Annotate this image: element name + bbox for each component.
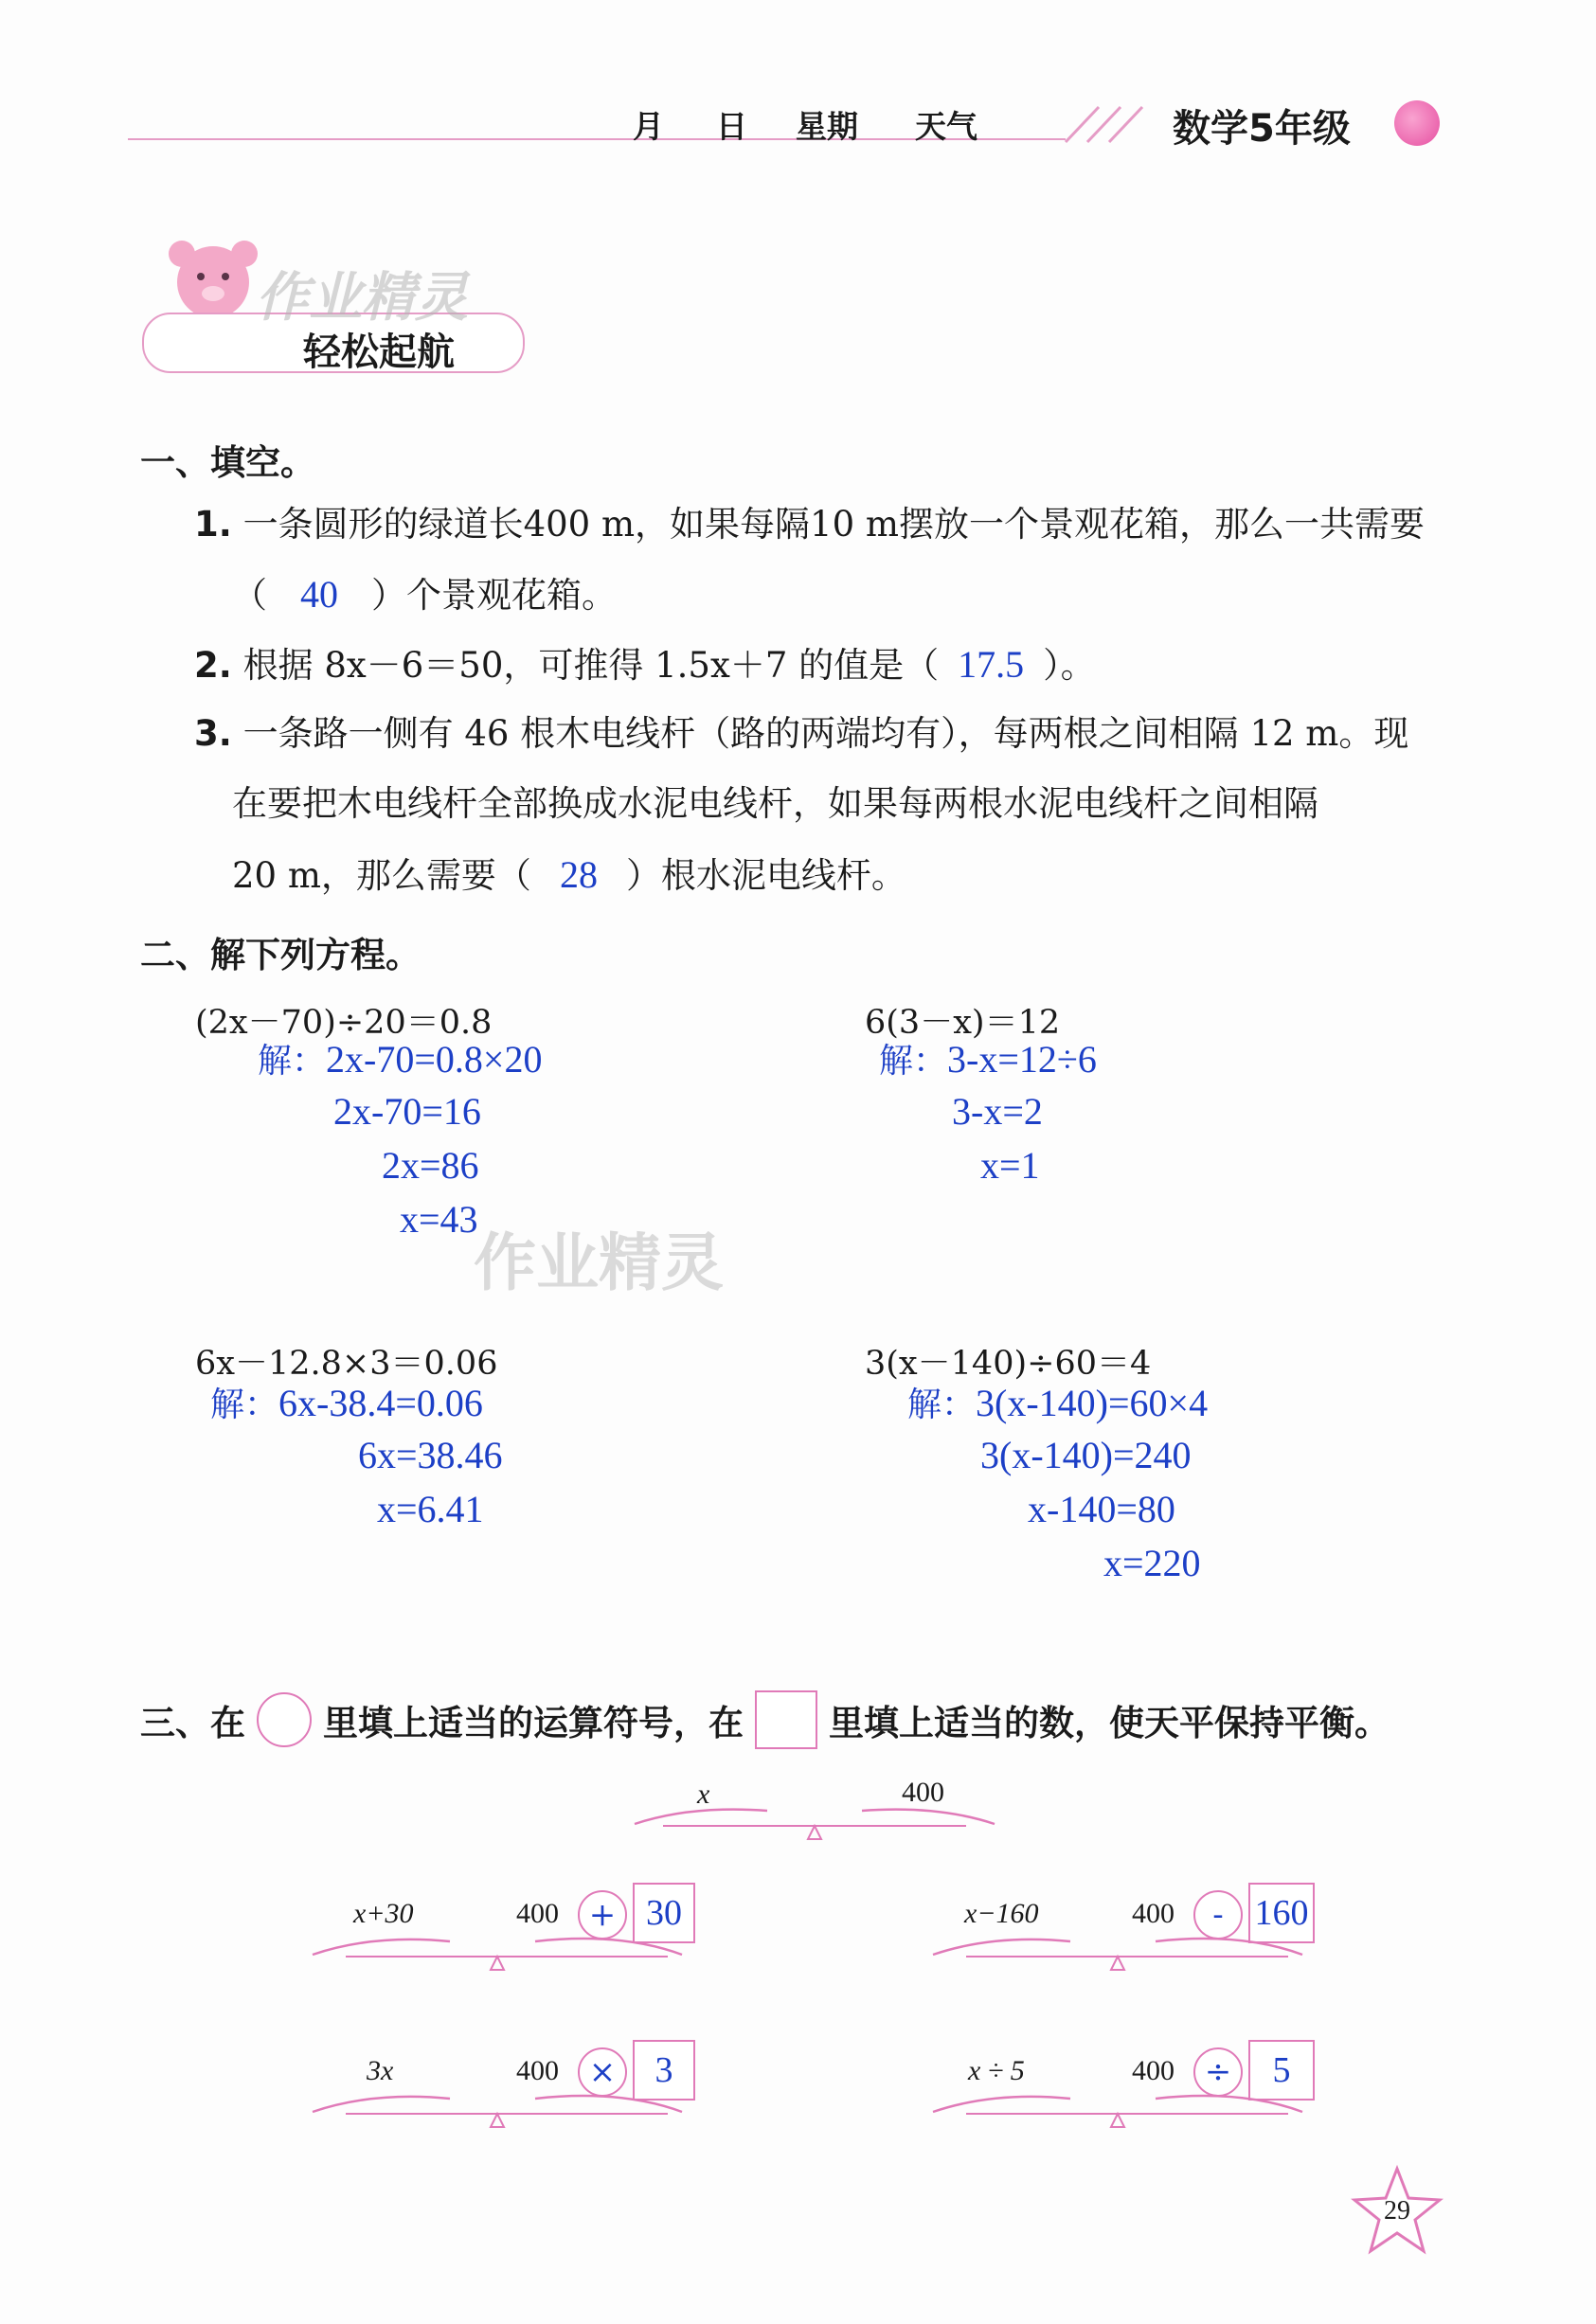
eq1-solution [258, 1034, 542, 1082]
header-dot-icon [1394, 100, 1440, 146]
header-day-label: 日 [716, 108, 747, 145]
page-number: 29 [1384, 2196, 1410, 2226]
eq2-step-3: x=1 [980, 1144, 1040, 1187]
balance-4-scale-icon [928, 2087, 1326, 2136]
q3-line3-post: ）根水泥电线杆。 [625, 855, 906, 896]
balance-2-number: 160 [1248, 1883, 1315, 1943]
equation-3: 6x－12.8×3＝0.06 [195, 1345, 498, 1383]
section3-heading-a: 三、在 [140, 1703, 245, 1743]
balance-1-number: 30 [633, 1883, 695, 1943]
banner-title: 轻松起航 [303, 331, 455, 374]
section1-heading: 一、填空。 [140, 442, 315, 483]
eq4-step-1: 3(x-140)=60×4 [976, 1382, 1209, 1424]
eq2-step-2: 3-x=2 [952, 1090, 1043, 1133]
eq4-step-2: 3(x-140)=240 [980, 1434, 1192, 1476]
eq3-solution [210, 1378, 483, 1426]
balance-4 [928, 2032, 1326, 2136]
eq4-step-3: x-140=80 [1028, 1488, 1175, 1530]
eq4-jie-label: 解： [907, 1385, 977, 1423]
eq4-step-4: x=220 [1103, 1542, 1201, 1584]
balance-1-right: 400 [516, 1898, 559, 1929]
q1-open-paren: （ [232, 575, 267, 616]
balance-1-operator: + [578, 1890, 627, 1940]
question-3-number: 3. [194, 713, 232, 754]
q1-close-text: ）个景观花箱。 [371, 575, 617, 616]
question-1-answer-line [232, 573, 617, 616]
balance-1-left: x+30 [353, 1898, 414, 1929]
q1-answer: 40 [300, 573, 338, 616]
question-1 [194, 504, 1425, 545]
section3-heading [140, 1690, 1390, 1749]
balance-2-right: 400 [1132, 1898, 1175, 1929]
balance-4-right: 400 [1132, 2055, 1175, 2086]
banner-watermark: 作业精灵 [256, 267, 468, 329]
balance-2-scale-icon [928, 1930, 1326, 1979]
eq3-jie-label: 解： [210, 1385, 279, 1423]
question-3 [194, 713, 1409, 754]
eq3-step-3: x=6.41 [377, 1488, 484, 1530]
balance-4-operator: ÷ [1193, 2047, 1243, 2097]
balance-3 [308, 2032, 706, 2136]
header-weekday-label: 星期 [796, 108, 858, 145]
eq2-solution [879, 1034, 1097, 1082]
balance-4-number: 5 [1248, 2040, 1315, 2101]
header-month-label: 月 [633, 108, 664, 145]
question-1-number: 1. [194, 504, 232, 545]
page-number-badge [1350, 2164, 1444, 2259]
eq2-jie-label: 解： [879, 1042, 948, 1080]
eq3-step-2: 6x=38.46 [358, 1434, 503, 1476]
question-2-number: 2. [194, 645, 232, 686]
eq2-step-1: 3-x=12÷6 [947, 1038, 1097, 1081]
eq1-step-4: x=43 [400, 1198, 478, 1241]
balance-base-scale-icon [625, 1801, 1004, 1849]
question-3-line2: 在要把木电线杆全部换成水泥电线杆，如果每两根水泥电线杆之间相隔 [232, 783, 1318, 824]
header-slashes-icon [1061, 102, 1165, 145]
balance-3-right: 400 [516, 2055, 559, 2086]
balance-base-left: x [697, 1779, 710, 1810]
balance-base-right: 400 [902, 1777, 944, 1808]
balance-3-number: 3 [633, 2040, 695, 2101]
heading-circle-icon [257, 1692, 312, 1747]
balance-1 [308, 1875, 706, 1979]
question-3-line1: 一条路一侧有 46 根木电线杆（路的两端均有），每两根之间相隔 12 m。现 [242, 713, 1409, 754]
question-2 [194, 643, 1096, 686]
eq1-step-2: 2x-70=16 [333, 1090, 481, 1133]
balance-2-operator: - [1193, 1890, 1243, 1940]
section3-heading-b: 里填上适当的运算符号，在 [323, 1703, 744, 1743]
balance-2 [928, 1875, 1326, 1979]
section-banner [133, 227, 530, 379]
section2-watermark: 作业精灵 [474, 1226, 724, 1299]
balance-base [625, 1773, 1004, 1849]
equation-2: 6(3－x)＝12 [865, 1004, 1061, 1042]
equation-4: 3(x－140)÷60＝4 [865, 1345, 1152, 1383]
question-1-text: 一条圆形的绿道长400 m，如果每隔10 m摆放一个景观花箱，那么一共需要 [242, 504, 1425, 545]
page-header [0, 0, 1596, 161]
balance-1-scale-icon [308, 1930, 706, 1979]
question-3-line3 [232, 853, 906, 896]
eq1-step-3: 2x=86 [382, 1144, 479, 1187]
balance-2-left: x−160 [964, 1898, 1039, 1929]
equation-1: (2x－70)÷20＝0.8 [195, 1004, 493, 1042]
q3-line3-pre: 20 m，那么需要（ [232, 855, 531, 896]
q3-answer: 28 [559, 853, 598, 896]
eq1-jie-label: 解： [258, 1042, 327, 1080]
book-title: 数学5年级 [1173, 107, 1351, 151]
section3-heading-c: 里填上适当的数，使天平保持平衡。 [829, 1703, 1390, 1743]
heading-square-icon [755, 1690, 817, 1749]
q2-answer: 17.5 [958, 643, 1025, 686]
eq4-solution [907, 1378, 1208, 1426]
balance-3-left: 3x [367, 2055, 394, 2086]
section2-heading: 二、解下列方程。 [140, 935, 421, 975]
balance-3-operator: × [578, 2047, 627, 2097]
header-weather-label: 天气 [915, 108, 977, 145]
eq3-step-1: 6x-38.4=0.06 [278, 1382, 483, 1424]
eq1-step-1: 2x-70=0.8×20 [326, 1038, 543, 1081]
balance-4-left: x ÷ 5 [968, 2055, 1025, 2086]
q2-close-text: ）。 [1043, 645, 1096, 686]
balance-3-scale-icon [308, 2087, 706, 2136]
question-2-text: 根据 8x－6＝50，可推得 1.5x＋7 的值是（ [242, 645, 940, 686]
